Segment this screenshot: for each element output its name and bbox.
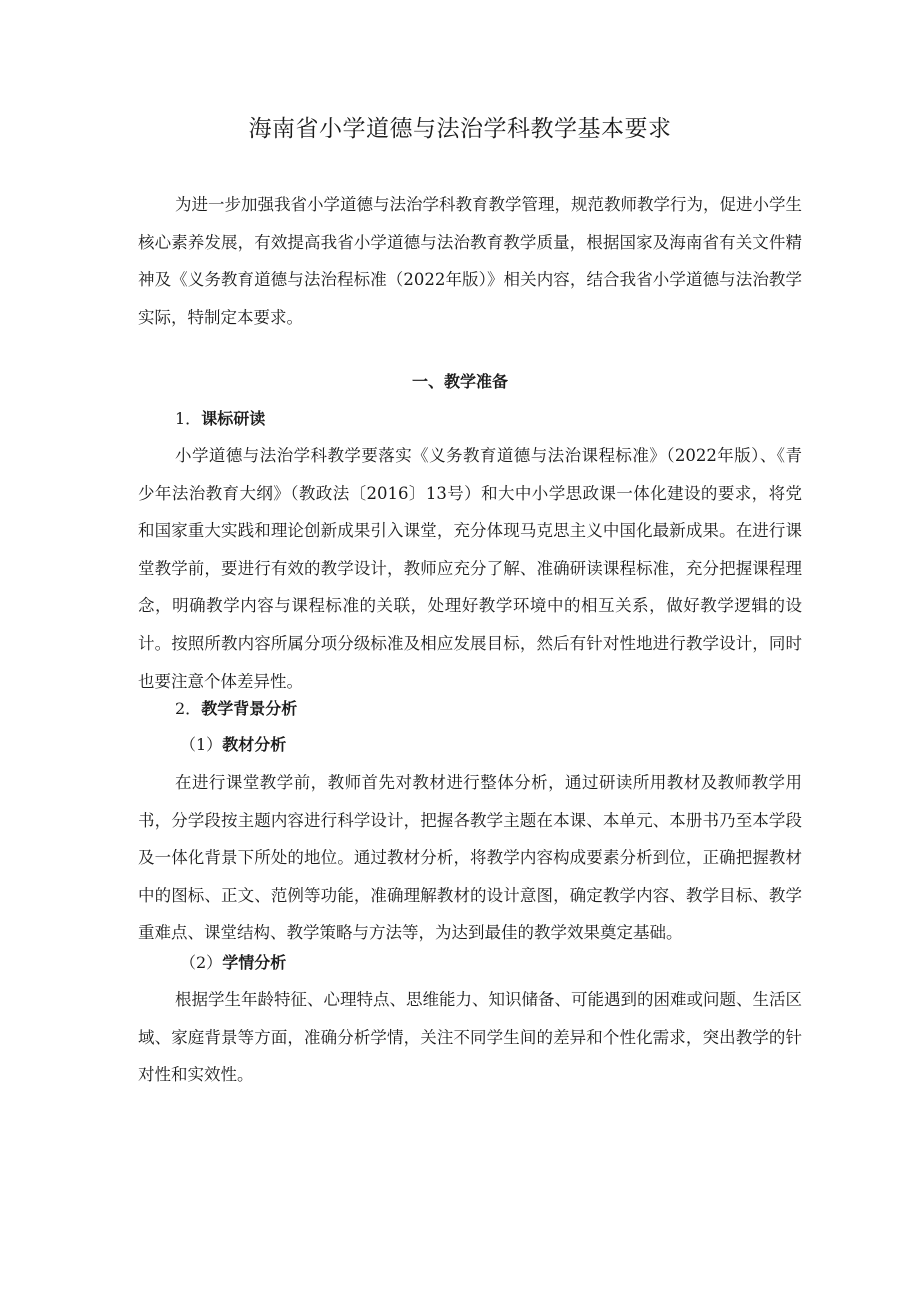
subheading-teaching-background: [175, 695, 297, 723]
subheading-label: 课标研读: [201, 409, 266, 428]
subheading-textbook-analysis: [180, 731, 286, 759]
curriculum-study-paragraph: 小学道德与法治学科教学要落实《义务教育道德与法治课程标准》（2022年版）、《青少年法治教育大纲》（教政法〔2016〕13号）和大中小学思政课一体化建设的要求，将党和国家重大实践和理论创新成果引入课堂，充分体现马克思主义中国化最新成果。在进行课堂教学前，要进行有效的教学设计，教师应充分了解、准确研读课程标准，充分把握课程理念，明确教学内容与课程标准的关联，处理好教学环境中的相互关系，做好教学逻辑的设计。按照所教内容所属分项分级标准及相应发展目标，然后有针对性地进行教学设计，同时也要注意个体差异性。: [138, 446, 802, 691]
subheading-number: （1）: [180, 735, 223, 754]
intro-paragraph: 为进一步加强我省小学道德与法治学科教育教学管理，规范教师教学行为，促进小学生核心素养发展，有效提高我省小学道德与法治教育教学质量，根据国家及海南省有关文件精神及《义务教育道德与法治程标准（2022年版）》相关内容，结合我省小学道德与法治教学实际，特制定本要求。: [138, 195, 802, 327]
document-title: 海南省小学道德与法治学科教学基本要求: [248, 116, 672, 142]
subheading-curriculum-study: [175, 405, 265, 433]
subheading-label: 教学背景分析: [201, 699, 298, 718]
subheading-number: 1．: [175, 409, 202, 428]
textbook-analysis-paragraph: 在进行课堂教学前，教师首先对教材进行整体分析，通过研读所用教材及教师教学用书，分学段按主题内容进行科学设计，把握各教学主题在本课、本单元、本册书乃至本学段及一体化背景下所处的地位。通过教材分析，将教学内容构成要素分析到位，正确把握教材中的图标、正文、范例等功能，准确理解教材的设计意图，确定教学内容、教学目标、教学重难点、课堂结构、教学策略与方法等，为达到最佳的教学效果奠定基础。: [138, 773, 802, 943]
subheading-number: 2．: [175, 699, 202, 718]
subheading-student-analysis: [180, 949, 286, 977]
section-heading-teaching-preparation: 一、教学准备: [411, 372, 508, 391]
subheading-label: 学情分析: [222, 953, 287, 972]
student-analysis-paragraph: 根据学生年龄特征、心理特点、思维能力、知识储备、可能遇到的困难或问题、生活区域、家庭背景等方面，准确分析学情，关注不同学生间的差异和个性化需求，突出教学的针对性和实效性。: [138, 990, 802, 1085]
subheading-label: 教材分析: [222, 735, 287, 754]
subheading-number: （2）: [180, 953, 223, 972]
